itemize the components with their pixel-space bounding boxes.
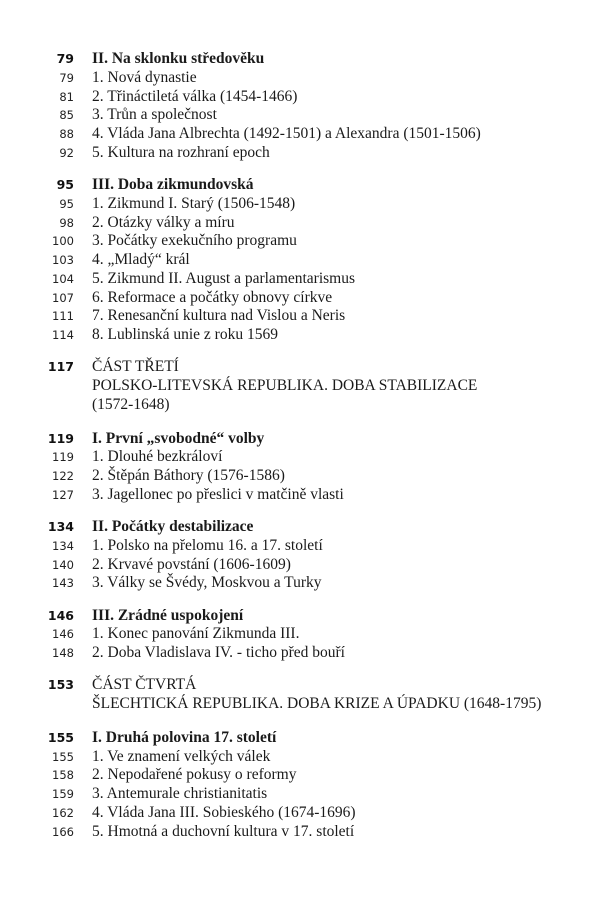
page-number: 146 [47,607,74,623]
toc-part [0,358,600,414]
entry-title: 8. Lublinská unie z roku 1569 [92,326,278,343]
entry-title: 4. Vláda Jana III. Sobieského (1674-1696) [92,803,356,821]
toc-chapter [0,518,600,593]
entry-title: 1. Ve znamení velkých válek [92,747,271,765]
page-number: 153 [47,677,74,693]
toc-entry [0,644,600,663]
page-number: 95 [59,196,74,211]
toc-chapter [0,729,600,842]
chapter-heading-row [0,518,600,537]
entry-title: 2. Třináctiletá válka (1454-1466) [92,87,298,105]
toc-entry [0,69,600,88]
entry-title: 1. Nová dynastie [92,68,197,86]
part-title: ŠLECHTICKÁ REPUBLIKA. DOBA KRIZE A ÚPADKU (1648-1795) [92,695,542,712]
entry-title: 4. „Mladý“ král [92,251,190,268]
chapter-title: I. Druhá polovina 17. století [92,728,277,746]
entry-title: 2. Doba Vladislava IV. - ticho před bouří [92,644,345,661]
part-heading-row [0,377,600,396]
toc-entry [0,326,600,345]
entry-title: 2. Štěpán Báthory (1576-1586) [92,467,285,484]
page-number: 100 [52,234,74,249]
toc-entry [0,307,600,326]
toc-entry [0,537,600,556]
part-title: ČÁST ČTVRTÁ [92,676,197,694]
entry-title: 1. Dlouhé bezkráloví [92,448,223,466]
toc-entry [0,251,600,270]
toc-entry [0,556,600,575]
toc-chapter [0,607,600,663]
page-number: 92 [59,145,74,160]
toc-chapter [0,50,600,163]
toc-entry [0,232,600,251]
toc-entry [0,144,600,163]
page-number: 111 [52,309,74,324]
toc-entry [0,625,600,644]
page-number: 79 [56,51,74,66]
page-number: 88 [59,127,74,141]
toc-entry [0,766,600,785]
entry-title: 2. Krvavé povstání (1606-1609) [92,555,291,573]
toc-chapter [0,430,600,505]
page-number: 162 [52,805,74,820]
part-title: (1572-1648) [92,395,170,413]
entry-title: 1. Konec panování Zikmunda III. [92,625,300,643]
page-number: 134 [52,538,74,553]
toc-entry [0,270,600,289]
toc-entry [0,785,600,804]
page-number: 122 [52,469,74,483]
chapter-heading-row [0,729,600,748]
toc-entry [0,804,600,823]
part-title: ČÁST TŘETÍ [92,358,179,376]
page-number: 166 [52,824,74,839]
part-heading-row [0,358,600,377]
page-number: 85 [59,108,74,123]
entry-title: 2. Otázky války a míru [92,213,235,231]
chapter-title: III. Doba zikmundovská [92,176,254,193]
part-heading-row [0,695,600,714]
chapter-heading-row [0,50,600,69]
page-number: 127 [52,487,74,502]
toc-entry [0,125,600,144]
toc-part [0,676,600,714]
entry-title: 3. Války se Švédy, Moskvou a Turky [92,574,322,592]
toc-entry [0,88,600,107]
toc-entry [0,574,600,593]
part-title: POLSKO-LITEVSKÁ REPUBLIKA. DOBA STABILIZACE [92,377,478,394]
page-number: 81 [59,89,74,104]
page-number: 98 [59,215,74,230]
toc-entry [0,448,600,467]
toc-entry [0,106,600,125]
toc-entry [0,823,600,842]
entry-title: 5. Kultura na rozhraní epoch [92,143,270,161]
chapter-title: III. Zrádné uspokojení [92,606,244,624]
entry-title: 5. Zikmund II. August a parlamentarismus [92,269,356,287]
toc-entry [0,214,600,233]
page-number: 103 [52,253,74,267]
entry-title: 6. Reformace a počátky obnovy církve [92,288,333,306]
chapter-heading-row [0,607,600,626]
chapter-title: I. První „svobodné“ volby [92,429,265,447]
table-of-contents [0,50,600,855]
page-number: 155 [52,749,74,764]
entry-title: 1. Polsko na přelomu 16. a 17. století [92,536,323,554]
entry-title: 4. Vláda Jana Albrechta (1492-1501) a Alexandra (1501-1506) [92,125,481,142]
toc-entry [0,195,600,214]
toc-entry [0,467,600,486]
page-number: 134 [47,519,74,534]
entry-title: 3. Jagellonec po přeslici v matčině vlasti [92,485,344,503]
page-number: 146 [52,627,74,642]
page-number: 148 [52,646,74,660]
page-number: 79 [59,70,74,85]
chapter-title: II. Na sklonku středověku [92,50,265,67]
page-number: 107 [52,290,74,305]
page-number: 117 [47,359,74,375]
toc-entry [0,486,600,505]
page-number: 140 [52,557,74,572]
page-number: 119 [52,450,74,465]
page-number: 114 [52,328,74,342]
entry-title: 2. Nepodařené pokusy o reformy [92,766,297,784]
toc-entry [0,289,600,308]
entry-title: 7. Renesanční kultura nad Vislou a Neris [92,307,346,325]
entry-title: 1. Zikmund I. Starý (1506-1548) [92,194,296,212]
page-number: 143 [52,576,74,591]
entry-title: 3. Počátky exekučního programu [92,232,297,250]
page-number: 159 [52,787,74,801]
page-number: 119 [47,430,74,446]
toc-chapter [0,176,600,345]
page-number: 95 [56,177,74,192]
page-number: 104 [52,271,74,286]
page-number: 158 [52,768,74,783]
part-heading-row [0,396,600,415]
toc-entry [0,748,600,767]
entry-title: 3. Antemurale christianitatis [92,785,268,802]
chapter-heading-row [0,176,600,195]
entry-title: 5. Hmotná a duchovní kultura v 17. století [92,822,355,840]
part-heading-row [0,676,600,695]
chapter-title: II. Počátky destabilizace [92,518,254,535]
page-number: 155 [47,729,74,745]
chapter-heading-row [0,430,600,449]
entry-title: 3. Trůn a společnost [92,106,217,124]
